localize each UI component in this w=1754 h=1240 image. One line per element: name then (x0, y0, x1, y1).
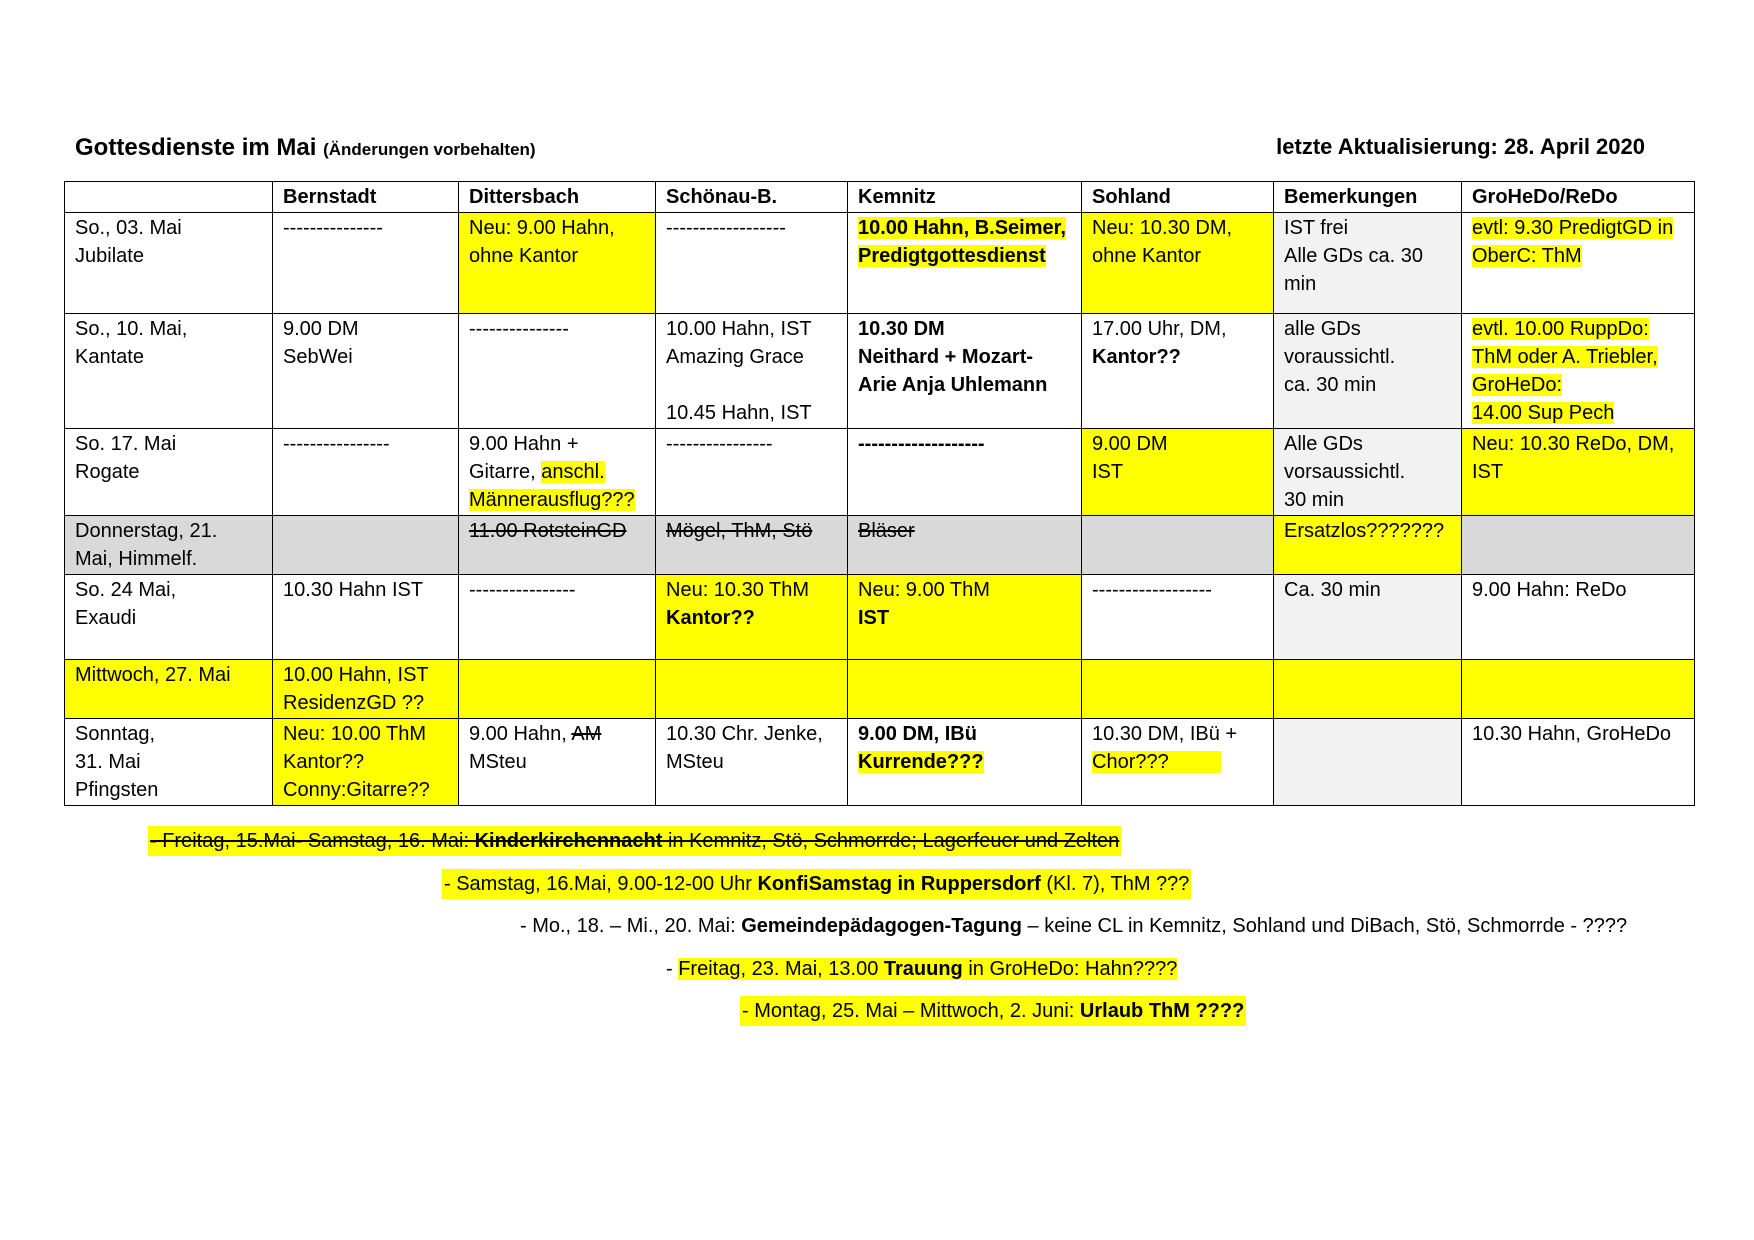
table-row (65, 314, 1695, 429)
cell-line: 9.00 DM (1092, 433, 1168, 455)
cell-line: Kantor?? (283, 751, 365, 773)
table-row (65, 660, 1695, 719)
cell-line: IST (1092, 461, 1124, 483)
note-trauung (666, 954, 1177, 984)
cell-line: 10.00 Hahn, IST (283, 664, 429, 686)
cell-bernstadt (273, 429, 459, 516)
cell-dittersbach (459, 213, 656, 314)
cell-line: Amazing Grace (666, 346, 804, 368)
last-updated: letzte Aktualisierung: 28. April 2020 (1276, 134, 1645, 159)
cell-schoenau (656, 575, 848, 660)
cell-sohland (1082, 516, 1274, 575)
cell-bernstadt (273, 660, 459, 719)
note-text: Kinderkirchennacht (474, 830, 663, 852)
cell-line: 9.00 Hahn, (469, 723, 572, 745)
note-kinderkirchennacht (148, 826, 1121, 856)
cell-line: evtl: 9.30 PredigtGD in (1472, 217, 1674, 239)
schedule-table (64, 181, 1695, 806)
note-text: KonfiSamstag in Ruppersdorf (757, 873, 1041, 895)
cell-dittersbach (459, 429, 656, 516)
cell-kemnitz (848, 719, 1082, 806)
cell-line: So. 24 Mai, (75, 579, 177, 601)
cell-kemnitz (848, 429, 1082, 516)
cell-line: Neu: 10.30 ThM (666, 579, 810, 601)
cell-line: Ersatzlos??????? (1284, 520, 1445, 542)
title-text: Gottesdienste im Mai (75, 134, 317, 161)
cell-dittersbach (459, 660, 656, 719)
cell-line: Chor??? (1092, 751, 1221, 773)
note-text: in Kemnitz, Stö, Schmorrde; Lagerfeuer und Zelten (662, 830, 1120, 852)
cell-line: anschl. (541, 461, 605, 483)
table-row (65, 429, 1695, 516)
note-text: Gemeindepädagogen-Tagung (741, 915, 1022, 937)
cell-line: 11.00 RotsteinGD (469, 520, 627, 542)
cell-line: Pfingsten (75, 779, 159, 801)
cell-bemerkungen (1274, 516, 1462, 575)
note-text: - Montag, 25. Mai – Mittwoch, 2. Juni: (742, 1000, 1080, 1022)
cell-line: 17.00 Uhr, DM, (1092, 318, 1227, 340)
cell-kemnitz (848, 575, 1082, 660)
day-cell (65, 429, 273, 516)
cell-schoenau (656, 429, 848, 516)
cell-line: MSteu (469, 751, 527, 773)
cell-bemerkungen (1274, 719, 1462, 806)
cell-line: Ca. 30 min (1284, 579, 1381, 601)
cell-kemnitz (848, 516, 1082, 575)
cell-line: ohne Kantor (1092, 245, 1201, 267)
cell-line: Neu: 9.00 Hahn, (469, 217, 615, 239)
cell-line: Jubilate (75, 245, 144, 267)
cell-bernstadt (273, 213, 459, 314)
note-urlaub (740, 996, 1246, 1026)
cell-bemerkungen (1274, 660, 1462, 719)
cell-line: evtl. 10.00 RuppDo: (1472, 318, 1649, 340)
cell-line: 10.30 Chr. Jenke, (666, 723, 823, 745)
note-text: in GroHeDo: Hahn???? (962, 958, 1178, 980)
cell-line: ------------------- (858, 433, 985, 455)
col-header-bemerkungen: Bemerkungen (1274, 182, 1462, 213)
col-header-sohland: Sohland (1082, 182, 1274, 213)
cell-line: So., 10. Mai, (75, 318, 188, 340)
cell-line: 30 min (1284, 489, 1345, 511)
cell-grohedo (1462, 719, 1695, 806)
cell-schoenau (656, 213, 848, 314)
col-header-day (65, 182, 273, 213)
cell-line: 10.30 Hahn IST (283, 579, 424, 601)
cell-line: ---------------- (469, 579, 576, 601)
cell-sohland (1082, 719, 1274, 806)
note-text: Urlaub ThM ???? (1079, 1000, 1245, 1022)
cell-line: 9.00 Hahn + (469, 433, 579, 455)
cell-line: Exaudi (75, 607, 137, 629)
note-text: – keine CL in Kemnitz, Sohland und DiBach, Stö, Schmorrde - ???? (1021, 915, 1628, 937)
cell-line: Männerausflug??? (469, 489, 635, 511)
cell-dittersbach (459, 516, 656, 575)
cell-line: 10.45 Hahn, IST (666, 402, 812, 424)
cell-line: Kantor?? (666, 607, 755, 629)
note-text: (Kl. 7), ThM ??? (1040, 873, 1190, 895)
note-konfisamstag (442, 869, 1191, 899)
table-row (65, 575, 1695, 660)
cell-line (666, 371, 837, 399)
cell-line: Rogate (75, 461, 140, 483)
cell-line: OberC: ThM (1472, 245, 1582, 267)
note-text: Freitag, 23. Mai, 13.00 (678, 958, 884, 980)
cell-line: 10.00 Hahn, B.Seimer, (858, 217, 1066, 239)
cell-bemerkungen (1274, 429, 1462, 516)
cell-line: Alle GDs ca. 30 (1284, 245, 1423, 267)
cell-line: Alle GDs (1284, 433, 1363, 455)
cell-line: Mai, Himmelf. (75, 548, 198, 570)
note-text: - (666, 958, 679, 980)
day-cell (65, 719, 273, 806)
day-cell (65, 314, 273, 429)
cell-line: 31. Mai (75, 751, 141, 773)
col-header-kemnitz: Kemnitz (848, 182, 1082, 213)
cell-line: Neu: 9.00 ThM (858, 579, 990, 601)
cell-line: 10.00 Hahn, IST (666, 318, 812, 340)
cell-line: So., 03. Mai (75, 217, 182, 239)
cell-sohland (1082, 575, 1274, 660)
cell-line: IST (1472, 461, 1504, 483)
day-cell (65, 575, 273, 660)
cell-kemnitz (848, 213, 1082, 314)
cell-line: Conny:Gitarre?? (283, 779, 430, 801)
cell-line: Predigtgottesdienst (858, 245, 1046, 267)
table-header-row (65, 182, 1695, 213)
cell-line: ------------------ (1092, 579, 1212, 601)
cell-line: --------------- (283, 217, 383, 239)
cell-line: ohne Kantor (469, 245, 578, 267)
cell-line: IST frei (1284, 217, 1349, 239)
note-text: - Mo., 18. – Mi., 20. Mai: (520, 915, 742, 937)
cell-line: min (1284, 273, 1317, 295)
cell-line: 10.30 DM, IBü + (1092, 723, 1238, 745)
cell-line: 10.30 Hahn, GroHeDo (1472, 723, 1672, 745)
cell-dittersbach (459, 575, 656, 660)
cell-grohedo (1462, 575, 1695, 660)
note-text: - Samstag, 16.Mai, 9.00-12-00 Uhr (444, 873, 758, 895)
cell-grohedo (1462, 429, 1695, 516)
cell-bemerkungen (1274, 213, 1462, 314)
cell-line: GroHeDo: (1472, 374, 1563, 396)
cell-line: ---------------- (666, 433, 773, 455)
cell-bernstadt (273, 314, 459, 429)
cell-line: Neu: 10.30 ReDo, DM, (1472, 433, 1675, 455)
cell-line: 9.00 Hahn: ReDo (1472, 579, 1627, 601)
cell-line: Neu: 10.30 DM, (1092, 217, 1233, 239)
cell-line: Arie Anja Uhlemann (858, 374, 1048, 396)
cell-kemnitz (848, 314, 1082, 429)
cell-line: Sonntag, (75, 723, 156, 745)
col-header-bernstadt: Bernstadt (273, 182, 459, 213)
cell-bernstadt (273, 516, 459, 575)
cell-kemnitz (848, 660, 1082, 719)
cell-bernstadt (273, 575, 459, 660)
cell-line: ---------------- (283, 433, 390, 455)
cell-schoenau (656, 516, 848, 575)
cell-line: --------------- (469, 318, 569, 340)
cell-line: voraussichtl. (1284, 346, 1396, 368)
cell-line: Gitarre, (469, 461, 542, 483)
cell-line: Kurrende??? (858, 751, 984, 773)
cell-line: 9.00 DM (283, 318, 359, 340)
cell-dittersbach (459, 314, 656, 429)
cell-line: alle GDs (1284, 318, 1361, 340)
cell-sohland (1082, 429, 1274, 516)
cell-line: Donnerstag, 21. (75, 520, 218, 542)
cell-schoenau (656, 719, 848, 806)
cell-line: 10.30 DM (858, 318, 945, 340)
note-text: Trauung (883, 958, 963, 980)
note-text: - Freitag, 15.Mai- Samstag, 16. Mai: (150, 830, 475, 852)
cell-line: 14.00 Sup Pech (1472, 402, 1615, 424)
cell-line: Mittwoch, 27. Mai (75, 664, 231, 686)
cell-line: Bläser (858, 520, 915, 542)
cell-dittersbach (459, 719, 656, 806)
day-cell (65, 660, 273, 719)
cell-line: 9.00 DM, IBü (858, 723, 977, 745)
cell-line: IST (858, 607, 890, 629)
cell-line: MSteu (666, 751, 724, 773)
table-row (65, 719, 1695, 806)
title-subtitle: (Änderungen vorbehalten) (323, 140, 536, 159)
cell-bemerkungen (1274, 575, 1462, 660)
cell-sohland (1082, 314, 1274, 429)
cell-line: Neu: 10.00 ThM (283, 723, 427, 745)
cell-sohland (1082, 660, 1274, 719)
note-gemeindepaedagogen (518, 911, 1629, 941)
page-title (75, 134, 536, 162)
cell-line: Kantate (75, 346, 144, 368)
cell-schoenau (656, 314, 848, 429)
cell-grohedo (1462, 314, 1695, 429)
day-cell (65, 213, 273, 314)
cell-line: Mögel, ThM, Stö (666, 520, 813, 542)
page-header (75, 134, 1645, 166)
col-header-dittersbach: Dittersbach (459, 182, 656, 213)
cell-line: ThM oder A. Triebler, (1472, 346, 1658, 368)
cell-line: Neithard + Mozart- (858, 346, 1034, 368)
cell-line: ------------------ (666, 217, 786, 239)
cell-line: SebWei (283, 346, 353, 368)
cell-schoenau (656, 660, 848, 719)
cell-line: AM (571, 723, 602, 745)
day-cell (65, 516, 273, 575)
cell-bernstadt (273, 719, 459, 806)
cell-line: ResidenzGD ?? (283, 692, 425, 714)
cell-bemerkungen (1274, 314, 1462, 429)
col-header-grohedo: GroHeDo/ReDo (1462, 182, 1695, 213)
cell-grohedo (1462, 516, 1695, 575)
cell-line: ca. 30 min (1284, 374, 1377, 396)
table-row (65, 516, 1695, 575)
cell-grohedo (1462, 213, 1695, 314)
cell-line: Kantor?? (1092, 346, 1181, 368)
cell-line: So. 17. Mai (75, 433, 177, 455)
cell-grohedo (1462, 660, 1695, 719)
cell-sohland (1082, 213, 1274, 314)
table-row (65, 213, 1695, 314)
col-header-schoenau: Schönau-B. (656, 182, 848, 213)
cell-line: vorsaussichtl. (1284, 461, 1406, 483)
